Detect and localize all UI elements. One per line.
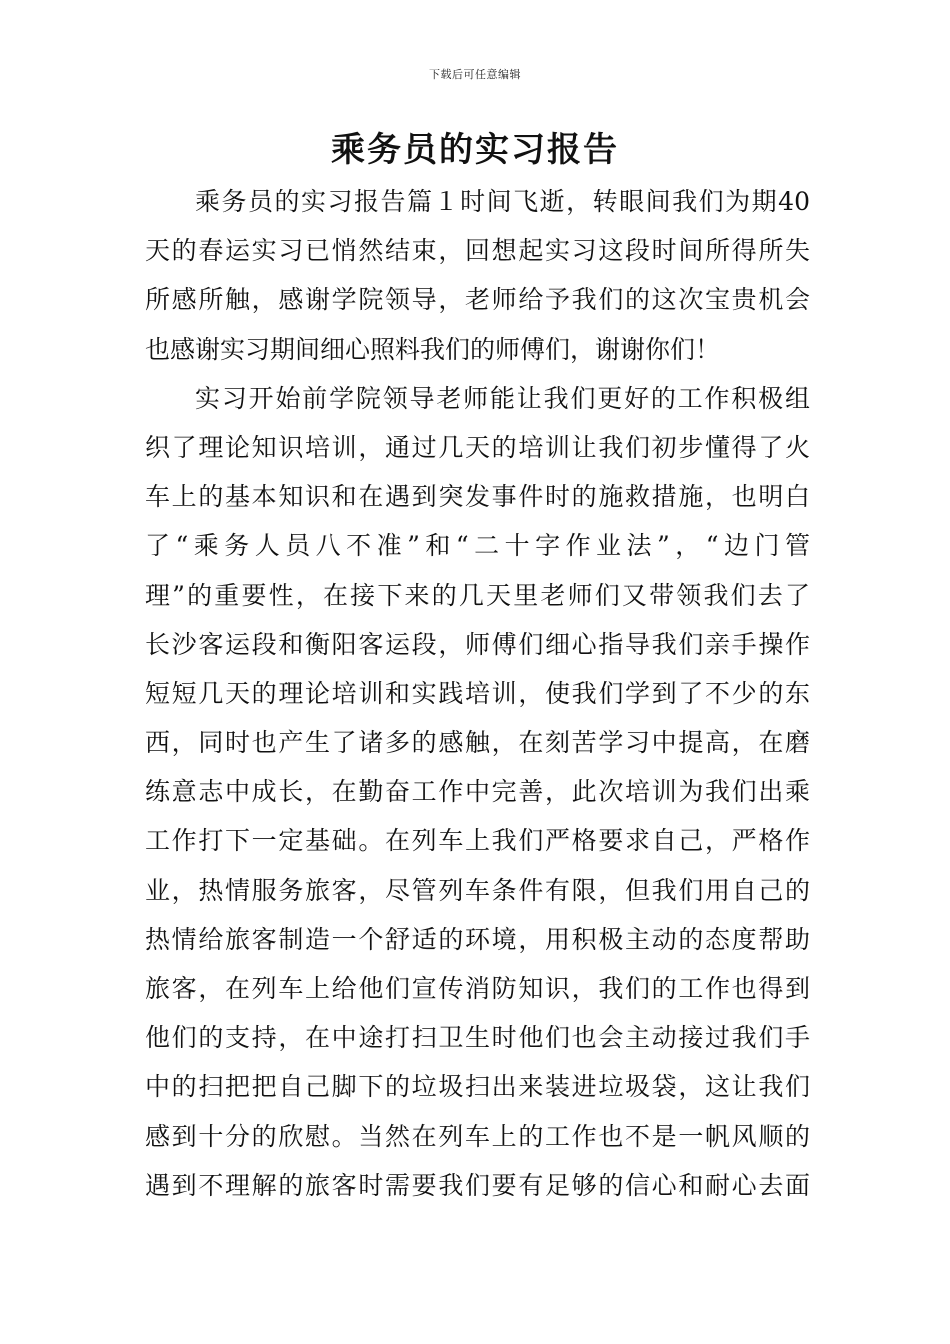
- paragraph-2-line-16: 感到十分的欣慰。当然在列车上的工作也不是一帆风顺的: [145, 1121, 810, 1151]
- document-body: [145, 177, 810, 1210]
- paragraph-2-line-1: 实习开始前学院领导老师能让我们更好的工作积极组: [195, 383, 810, 413]
- paragraph-2-line-3: 车上的基本知识和在遇到突发事件时的施救措施，也明白: [145, 482, 810, 512]
- paragraph-1-line-2: 天的春运实习已悄然结束，回想起实习这段时间所得所失: [145, 236, 810, 266]
- paragraph-2-line-6: 长沙客运段和衡阳客运段，师傅们细心指导我们亲手操作: [145, 629, 810, 659]
- paragraph-2-line-7: 短短几天的理论培训和实践培训，使我们学到了不少的东: [145, 678, 810, 708]
- paragraph-1-line-1: 乘务员的实习报告篇１时间飞逝，转眼间我们为期40: [195, 187, 810, 216]
- paragraph-2-line-14: 他们的支持，在中途打扫卫生时他们也会主动接过我们手: [145, 1023, 810, 1053]
- paragraph-2-line-15: 中的扫把把自己脚下的垃圾扫出来装进垃圾袋，这让我们: [145, 1072, 810, 1102]
- paragraph-2-line-9: 练意志中成长，在勤奋工作中完善，此次培训为我们出乘: [145, 777, 810, 807]
- paragraph-1-line-3: 所感所触，感谢学院领导，老师给予我们的这次宝贵机会: [145, 285, 810, 315]
- paragraph-2-line-8: 西，同时也产生了诸多的感触，在刻苦学习中提高，在磨: [145, 728, 810, 758]
- paragraph-1-line-4: 也感谢实习期间细心照料我们的师傅们，谢谢你们！: [145, 334, 721, 364]
- header-note: 下载后可任意编辑: [429, 68, 521, 81]
- paragraph-2-line-13: 旅客，在列车上给他们宣传消防知识，我们的工作也得到: [145, 974, 810, 1003]
- document-title: 乘务员的实习报告: [331, 130, 619, 170]
- paragraph-2-line-4: 了“乘务人员八不准”和“二十字作业法”，“边门管: [145, 531, 810, 561]
- paragraph-2-line-10: 工作打下一定基础。在列车上我们严格要求自己，严格作: [145, 826, 810, 856]
- paragraph-2-line-2: 织了理论知识培训，通过几天的培训让我们初步懂得了火: [145, 432, 810, 462]
- paragraph-2-line-11: 业，热情服务旅客，尽管列车条件有限，但我们用自己的: [145, 875, 810, 905]
- paragraph-2-line-12: 热情给旅客制造一个舒适的环境，用积极主动的态度帮助: [145, 924, 810, 954]
- paragraph-2-line-17: 遇到不理解的旅客时需要我们要有足够的信心和耐心去面: [145, 1170, 810, 1200]
- paragraph-2-line-5: 理”的重要性，在接下来的几天里老师们又带领我们去了: [145, 580, 810, 610]
